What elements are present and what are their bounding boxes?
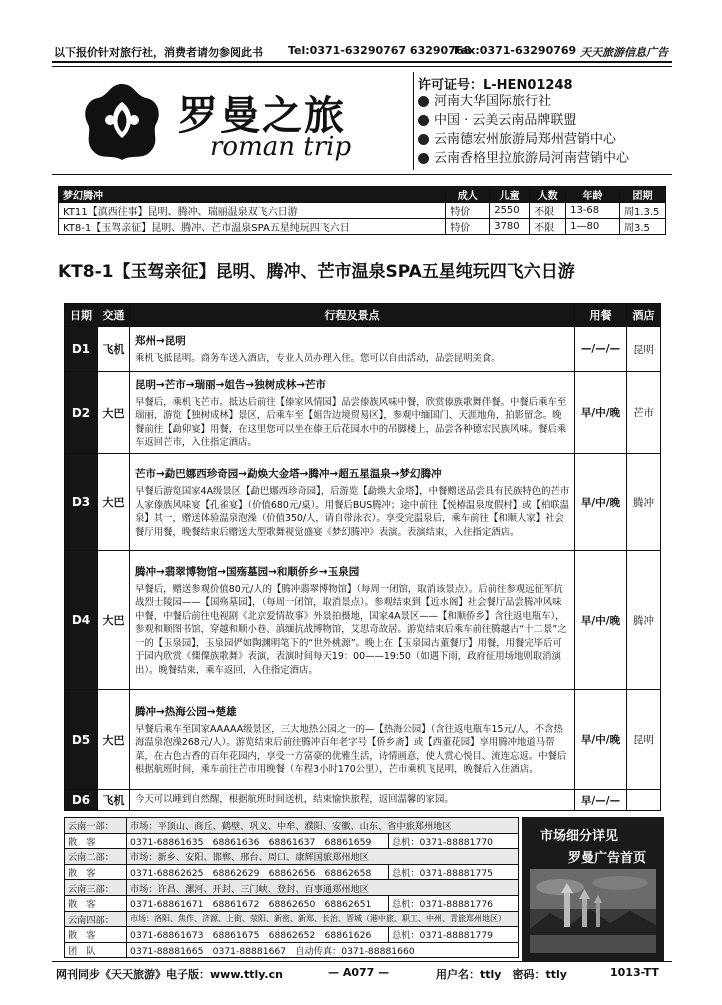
transport-label: 飞机 — [98, 790, 130, 811]
summary-col-count: 人数 — [530, 187, 566, 203]
meals-label: —/—/— — [575, 327, 627, 372]
day-content — [130, 551, 575, 690]
top-rule — [52, 61, 672, 63]
col-hotel: 酒店 — [627, 304, 661, 327]
summary-col-child: 儿童 — [490, 187, 530, 203]
meals-label: 早/中/晚 — [575, 551, 627, 690]
day-label: D6 — [65, 790, 98, 811]
org-item: 云南香格里拉旅游局河南营销中心 — [418, 149, 629, 168]
table-row: 云南三部： 市场：许昌、漯河、开封、三门峡、登封、百事通郑州地区 — [65, 880, 519, 896]
day-description: 早餐后乘车至国家AAAAA级景区，三大地热公园之一的—【热海公园】（含往返电瓶车15元/人，不含热海温泉泡澡268元/人）。游览结束后前往腾冲百年老字号【侨乡斋】或【西董花园】享用腾冲地道马帮菜，在古色古香的百年花园内，享受一方富豪的优雅生活，诗情画意，使人赏心悦目、流连忘返。中餐后根据航班时间，乘车前往芒市用晚餐（车程3小时170公里），芒市乘机飞昆明，晚餐后入住酒店。 — [135, 723, 567, 775]
itinerary-day-row — [65, 327, 661, 372]
day-route: 芒市→勐巴娜西珍奇园→勐焕大金塔→腾冲→超五星温泉→梦幻腾冲 — [135, 468, 442, 480]
transport-label: 大巴 — [98, 454, 130, 551]
footer-credentials: 用户名：ttly 密码：ttly — [436, 968, 567, 981]
summary-col-age: 年龄 — [566, 187, 620, 203]
table-row: KT11【滇西往事】昆明、腾冲、瑞丽温泉双飞六日游 特价 2550 不限 13-68 周1.3.5 — [59, 203, 666, 219]
table-header-row — [65, 304, 661, 327]
day-label: D4 — [65, 551, 98, 690]
org-bullet-icon — [418, 96, 429, 107]
itinerary-day-row — [65, 790, 661, 811]
org-bullet-icon — [418, 115, 429, 126]
table-row: 散 客 0371-68861671 68861672 68862650 68862651 总机：0371-88881776 — [65, 895, 519, 911]
footer-page-number: — A077 — — [328, 966, 390, 979]
top-notice: 以下报价针对旅行社，消费者请勿参阅此书 — [54, 46, 263, 59]
org-item: 河南大华国际旅行社 — [418, 92, 629, 111]
summary-col-dates: 团期 — [619, 187, 665, 203]
org-item: 中国 · 云美云南品牌联盟 — [418, 111, 629, 130]
itinerary-day-row — [65, 690, 661, 790]
table-row: 云南二部： 市场：新乡、安阳、邯郸、邢台、周口、康辉国旅郑州地区 — [65, 849, 519, 865]
brand-name-en: roman trip — [210, 132, 352, 162]
price-summary-table — [58, 186, 666, 235]
col-route: 行程及景点 — [130, 304, 575, 327]
top-rule-thin — [52, 66, 672, 67]
table-header-row — [59, 187, 666, 203]
table-row: 散 客 0371-68861635 68861636 68861637 68861659 总机：0371-88881770 — [65, 833, 519, 849]
transport-label: 飞机 — [98, 327, 130, 372]
day-content — [130, 327, 575, 372]
day-content — [130, 454, 575, 551]
top-publisher: 天天旅游信息广告 — [580, 46, 668, 59]
day-route: 郑州→昆明 — [135, 335, 186, 348]
summary-col-adult: 成人 — [446, 187, 490, 203]
day-description: 乘机飞抵昆明。商务车送入酒店，专业人员办理入住。您可以自由活动，品尝昆明美食。 — [135, 353, 501, 365]
day-content — [130, 372, 575, 454]
day-label: D5 — [65, 690, 98, 790]
ad-box — [522, 817, 664, 961]
day-description: 早餐后，乘机飞芒市。抵达后前往【傣家风情园】品尝傣族风味中餐，欣赏傣族歌舞伴餐。中餐后乘车至瑞丽，游览【独树成林】景区，后乘车至【姐告边境贸易区】，参观中缅国门、天涯地角，拍影留念。晚餐前往【勐卯宴】用餐，在这里您可以坐在傣王后花园水中的吊脚楼上，品尝各种德宏民族风味。餐后乘车返回芒市，入住指定酒店。 — [135, 396, 567, 448]
table-row: 散 客 0371-68861673 68861675 68862652 68861626 总机：0371-88881779 — [65, 927, 519, 943]
header-divider — [413, 72, 414, 170]
org-bullet-icon — [418, 153, 429, 164]
license-number: 许可证号：L-HEN01248 — [418, 78, 573, 93]
hotel-label: 昆明 — [627, 690, 661, 790]
summary-col-route: 梦幻腾冲 — [59, 187, 446, 203]
meals-label: 早/中/晚 — [575, 690, 627, 790]
day-content — [130, 690, 575, 790]
org-item: 云南德宏州旅游局郑州营销中心 — [418, 130, 629, 149]
hotel-label — [627, 790, 661, 811]
itinerary-day-row — [65, 551, 661, 690]
day-label: D2 — [65, 372, 98, 454]
day-label: D3 — [65, 454, 98, 551]
scenery-photo — [530, 869, 656, 953]
route-title: KT8-1【玉驾亲征】昆明、腾冲、芒市温泉SPA五星纯玩四飞六日游 — [58, 262, 575, 282]
day-description: 早餐后，赠送参观价值80元/人的【腾冲翡翠博物馆】（每周一闭馆，取消该景点）。后前往参观远征军抗战烈士陵园——【国殇墓园】，（每周一闭馆，取消景点）。参观结束到【近水阁】社会餐厅品尝腾冲风味中餐，中餐后前往电视剧《北京爱情故事》外景拍摄地，国家4A景区——【和顺侨乡】含往返电瓶车），参观和顺图书馆，穿越和顺小巷、滇缅抗战博物馆，艾思奇故居。游览结束后乘车前往腾越古“十二景”之一的【玉泉园】，玉泉园俨如陶渊明笔下的“世外桃源”。晚上在【玉泉园古董餐厅】用餐，用餐完毕后可于园内欣赏《傈僳族歌舞》表演，表演时间每天19：00——19:50（如遇下雨，政府征用场地则取消演出）。晚餐结束，乘车返回，入住指定酒店。 — [135, 583, 567, 676]
hotel-label: 腾冲 — [627, 454, 661, 551]
col-date: 日期 — [65, 304, 98, 327]
table-row: 云南一部： 市场：平顶山、商丘、鹤壁、巩义、中牟、濮阳、安徽、山东、省中旅郑州地区 — [65, 818, 519, 834]
itinerary-day-row — [65, 454, 661, 551]
ad-line-1: 市场细分详见 — [540, 829, 619, 844]
meals-label: 早/中/晚 — [575, 372, 627, 454]
footer-code: 1013-TT — [610, 966, 659, 979]
meals-label: 早/—/— — [575, 790, 627, 811]
day-description: 今天可以睡到自然醒，根据航班时间送机，结束愉快旅程，返回温馨的家园。 — [135, 793, 454, 805]
day-content — [130, 790, 575, 811]
table-row: 散 客 0371-68862625 68862629 68862656 68862658 总机：0371-88881775 — [65, 864, 519, 880]
header-rule — [52, 174, 672, 175]
table-row: KT8-1【玉驾亲征】昆明、腾冲、芒市温泉SPA五星纯玩四飞六日 特价 3780 不限 1—80 周3.5 — [59, 219, 666, 235]
top-tel: Tel:0371-63290767 63290768 — [288, 44, 472, 57]
contacts-table — [64, 817, 519, 958]
hotel-label: 腾冲 — [627, 551, 661, 690]
transport-label: 大巴 — [98, 551, 130, 690]
org-bullet-icon — [418, 134, 429, 145]
top-fax: Fax:0371-63290769 — [454, 44, 577, 57]
footer-sync: 网刊同步《天天旅游》电子版：www.ttly.cn — [56, 968, 283, 981]
footer-rule — [52, 961, 672, 962]
transport-label: 大巴 — [98, 690, 130, 790]
hotel-label: 昆明 — [627, 327, 661, 372]
meals-label: 早/中/晚 — [575, 454, 627, 551]
brand-name-cn: 罗曼之旅 — [178, 93, 346, 139]
brand-logo-icon — [80, 80, 164, 164]
itinerary-table — [64, 303, 661, 811]
col-meals: 用餐 — [575, 304, 627, 327]
table-row: 云南四部： 市场：洛阳、焦作、济源、上街、荥阳、新密、新郑、长治、晋城（港中旅、职工、中州、青旅郑州地区） — [65, 911, 519, 927]
org-list — [418, 92, 629, 168]
transport-label: 大巴 — [98, 372, 130, 454]
day-label: D1 — [65, 327, 98, 372]
day-route: 腾冲→翡翠博物馆→国殇墓园→和顺侨乡→玉泉园 — [135, 565, 360, 578]
itinerary-day-row — [65, 372, 661, 454]
col-transport: 交通 — [98, 304, 130, 327]
day-description: 早餐后游览国家4A级景区【勐巴娜西珍奇园】，后游览【勐焕大金塔】，中餐赠送品尝具有民族特色的芒市人家傣族风味宴【孔雀宴】（价值680元/桌）。用餐后BUS腾冲；途中前往【悦椿温泉度假村】或【柏联温泉】其一，赠送体验温泉泡澡（价值350/人，请自带泳衣）。享受完温泉后，乘车前往【和顺人家】社会餐厅用餐，晚餐结束后赠送大型歌舞视觉盛宴《梦幻腾冲》表演。表演结束，入住指定酒店。 — [135, 486, 570, 538]
table-row: 团 队 0371-88881665 0371-88881667 自动传真：0371-88881660 — [65, 942, 519, 958]
day-route: 腾冲→热海公园→楚雄 — [135, 705, 237, 718]
ad-line-2: 罗曼广告首页 — [568, 851, 647, 866]
day-route: 昆明→芒市→瑞丽→姐告→独树成林→芒市 — [135, 378, 326, 391]
hotel-label: 芒市 — [627, 372, 661, 454]
